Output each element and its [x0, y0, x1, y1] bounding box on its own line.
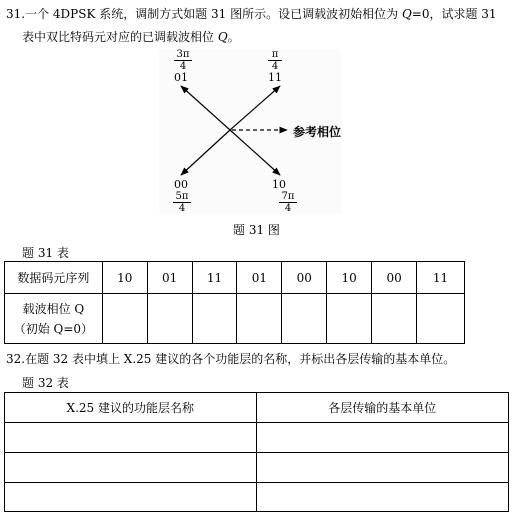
- table-31-phase-cell: [282, 294, 327, 344]
- table-31-row2-header: [5, 294, 103, 344]
- table-31: [4, 261, 465, 344]
- table-32-cell: [256, 483, 508, 512]
- label-pi-num: π: [268, 49, 282, 61]
- table-32-row: [5, 453, 509, 483]
- label-3pi-den: 4: [179, 61, 187, 72]
- table-31-phase-row: [5, 294, 465, 344]
- table-31-code-cell: 01: [237, 262, 282, 294]
- table-31-code-cell: 10: [327, 262, 372, 294]
- table-31-phase-cell: [147, 294, 192, 344]
- table-31-title: 题 31 表: [22, 246, 69, 260]
- table-31-phase-cell: [327, 294, 372, 344]
- figure-31-caption: 题 31 图: [233, 223, 280, 237]
- label-pi-4: [268, 49, 282, 72]
- table-32-header-row: [5, 393, 509, 423]
- reference-phase-label: 参考相位: [293, 125, 342, 139]
- table-32-cell: [256, 423, 508, 453]
- q31-text-b: =0，试求题 31: [411, 7, 497, 21]
- label-5pi-num: 5π: [173, 191, 191, 203]
- q31-text-c: 表中双比特码元对应的已调载波相位: [22, 30, 218, 44]
- table-32-row: [5, 423, 509, 453]
- q31-var-q: Q: [401, 7, 412, 21]
- table-31-phase-cell: [417, 294, 465, 344]
- code-00: 00: [174, 178, 188, 191]
- table-31-code-cell: 00: [372, 262, 417, 294]
- code-01: 01: [174, 71, 188, 84]
- table-32-cell: [5, 423, 257, 453]
- table-32-col1-header: X.25 建议的功能层名称: [5, 393, 257, 423]
- arrow-5pi-4: [181, 130, 230, 175]
- label-7pi-4: [279, 191, 297, 214]
- table-31-phase-cell: [192, 294, 237, 344]
- table-32: [4, 392, 509, 512]
- table-32-cell: [5, 453, 257, 483]
- table-31-row1-header: 数据码元序列: [5, 262, 103, 294]
- q31-text-a: 31.一个 4DPSK 系统，调制方式如题 31 图所示。设已调载波初始相位为: [6, 7, 402, 21]
- question-32: 32.在题 32 表中填上 X.25 建议的各个功能层的名称，并标出各层传输的基本单位。: [6, 352, 456, 366]
- table-31-phase-cell: [102, 294, 147, 344]
- code-10: 10: [272, 178, 286, 191]
- table-31-code-cell: 00: [282, 262, 327, 294]
- table-31-code-cell: 11: [192, 262, 237, 294]
- arrow-pi-4: [230, 86, 280, 130]
- table-31-code-cell: 10: [102, 262, 147, 294]
- table-31-code-row: [5, 262, 465, 294]
- table-32-cell: [5, 483, 257, 512]
- table-32-cell: [256, 453, 508, 483]
- arrow-7pi-4: [230, 130, 280, 175]
- q31-text-d: 。: [227, 30, 240, 44]
- table-32-title: 题 32 表: [22, 376, 69, 390]
- arrow-3pi-4: [181, 86, 230, 130]
- figure-31-diagram: [0, 0, 512, 240]
- table-31-code-cell: 11: [417, 262, 465, 294]
- table-32-row: [5, 483, 509, 512]
- table-32-col2-header: 各层传输的基本单位: [256, 393, 508, 423]
- label-3pi-4: [174, 49, 192, 72]
- row2-header-line2: （初始 Q=0）: [13, 321, 94, 336]
- code-11: 11: [268, 71, 282, 84]
- row2-header-line1: 载波相位 Q: [22, 301, 85, 316]
- table-31-code-cell: 01: [147, 262, 192, 294]
- label-5pi-den: 4: [178, 203, 186, 214]
- label-7pi-num: 7π: [279, 191, 297, 203]
- label-3pi-num: 3π: [174, 49, 192, 61]
- table-31-phase-cell: [372, 294, 417, 344]
- table-31-phase-cell: [237, 294, 282, 344]
- label-5pi-4: [173, 191, 191, 214]
- q31-var-q2: Q: [217, 30, 228, 44]
- label-pi-den: 4: [271, 61, 279, 72]
- label-7pi-den: 4: [284, 203, 292, 214]
